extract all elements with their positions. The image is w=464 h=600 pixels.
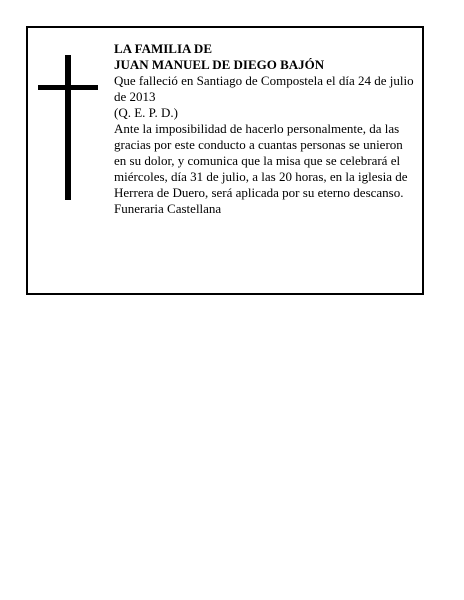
funeral-home-signature: Funeraria Castellana xyxy=(114,201,222,216)
cross-icon xyxy=(38,55,98,200)
cross-vertical-bar xyxy=(65,55,71,200)
notice-body: Ante la imposibilidad de hacerlo personalmente, da las gracias por este conducto a cuantas personas se unieron en su dolor, y comunica que la misa que se celebrará el miércoles, día 31 de julio, a las 20 horas, en la iglesia de Herrera de Duero, será aplicada por su eterno descanso. xyxy=(114,121,408,200)
cross-horizontal-bar xyxy=(38,85,98,90)
notice-text xyxy=(114,41,414,217)
obituary-notice xyxy=(26,26,424,295)
rip-abbreviation: (Q. E. P. D.) xyxy=(114,105,178,120)
deceased-name: JUAN MANUEL DE DIEGO BAJÓN xyxy=(114,57,325,72)
death-statement: Que falleció en Santiago de Compostela el día 24 de julio de 2013 xyxy=(114,73,414,104)
family-heading: LA FAMILIA DE xyxy=(114,41,212,56)
